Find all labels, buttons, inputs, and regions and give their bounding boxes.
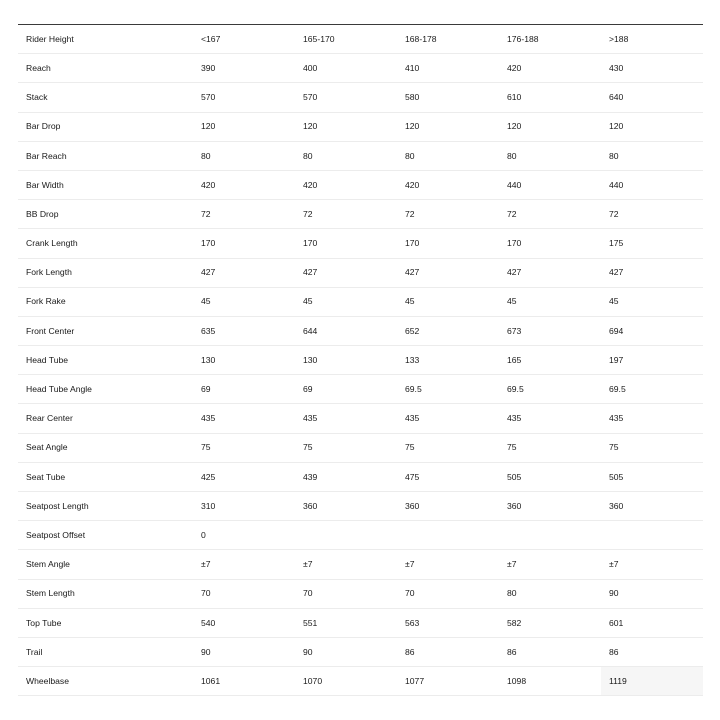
table-cell: 1119 [601, 667, 703, 696]
table-cell: >188 [601, 25, 703, 54]
table-cell: 69 [295, 375, 397, 404]
table-cell: 69.5 [601, 375, 703, 404]
table-cell: 563 [397, 608, 499, 637]
table-cell [601, 521, 703, 550]
table-cell: 420 [295, 170, 397, 199]
table-row [18, 521, 703, 550]
table-cell: 165-170 [295, 25, 397, 54]
table-cell: 175 [601, 229, 703, 258]
table-cell: 72 [397, 200, 499, 229]
table-cell: 197 [601, 346, 703, 375]
table-row [18, 141, 703, 170]
row-label: Fork Rake [18, 287, 193, 316]
table-cell: 635 [193, 316, 295, 345]
table-row [18, 404, 703, 433]
table-cell: 435 [295, 404, 397, 433]
table-cell: 170 [193, 229, 295, 258]
table-cell: 45 [499, 287, 601, 316]
table-cell: 610 [499, 83, 601, 112]
table-cell: 170 [397, 229, 499, 258]
table-row [18, 608, 703, 637]
table-cell: 80 [499, 141, 601, 170]
table-row [18, 83, 703, 112]
table-cell: 130 [193, 346, 295, 375]
table-cell: 570 [295, 83, 397, 112]
table-cell: 505 [601, 462, 703, 491]
table-cell: 694 [601, 316, 703, 345]
row-label: Front Center [18, 316, 193, 345]
table-cell: 427 [193, 258, 295, 287]
table-cell: 165 [499, 346, 601, 375]
table-row [18, 25, 703, 54]
table-row [18, 287, 703, 316]
table-cell: 430 [601, 54, 703, 83]
table-cell: 475 [397, 462, 499, 491]
table-cell: 72 [601, 200, 703, 229]
table-cell: 360 [601, 492, 703, 521]
table-row [18, 346, 703, 375]
table-cell: 120 [295, 112, 397, 141]
table-cell: 72 [499, 200, 601, 229]
table-cell: 1070 [295, 667, 397, 696]
table-cell: 75 [193, 433, 295, 462]
table-cell: 640 [601, 83, 703, 112]
table-cell: 90 [193, 637, 295, 666]
table-cell: 130 [295, 346, 397, 375]
table-cell: 435 [193, 404, 295, 433]
table-cell: 80 [499, 579, 601, 608]
table-cell: 170 [295, 229, 397, 258]
table-row [18, 550, 703, 579]
table-cell: 69.5 [499, 375, 601, 404]
table-cell: 435 [499, 404, 601, 433]
row-label: BB Drop [18, 200, 193, 229]
row-label: Bar Reach [18, 141, 193, 170]
row-label: Bar Width [18, 170, 193, 199]
row-label: Wheelbase [18, 667, 193, 696]
table-cell: ±7 [397, 550, 499, 579]
table-cell: 75 [397, 433, 499, 462]
table-cell: 427 [499, 258, 601, 287]
geometry-table-container [18, 24, 702, 696]
table-cell: 120 [397, 112, 499, 141]
table-cell: 69.5 [397, 375, 499, 404]
table-cell: ±7 [499, 550, 601, 579]
table-cell: 75 [295, 433, 397, 462]
table-cell: 420 [193, 170, 295, 199]
table-cell: 601 [601, 608, 703, 637]
table-cell: 86 [499, 637, 601, 666]
geometry-table [18, 24, 703, 696]
table-cell: 505 [499, 462, 601, 491]
row-label: Seatpost Offset [18, 521, 193, 550]
table-cell: 75 [601, 433, 703, 462]
table-cell: 170 [499, 229, 601, 258]
table-cell: 45 [397, 287, 499, 316]
table-cell: 45 [193, 287, 295, 316]
row-label: Stack [18, 83, 193, 112]
table-cell [499, 521, 601, 550]
table-row [18, 112, 703, 141]
row-label: Fork Length [18, 258, 193, 287]
table-cell: 420 [397, 170, 499, 199]
table-cell: 420 [499, 54, 601, 83]
table-row [18, 200, 703, 229]
table-cell: 72 [295, 200, 397, 229]
table-cell: 70 [295, 579, 397, 608]
table-cell: 580 [397, 83, 499, 112]
table-cell: 570 [193, 83, 295, 112]
table-row [18, 258, 703, 287]
table-cell: 45 [295, 287, 397, 316]
table-cell: 439 [295, 462, 397, 491]
table-row [18, 54, 703, 83]
row-label: Top Tube [18, 608, 193, 637]
table-cell: 80 [397, 141, 499, 170]
table-cell: 120 [499, 112, 601, 141]
table-cell: <167 [193, 25, 295, 54]
table-cell: 86 [601, 637, 703, 666]
row-label: Bar Drop [18, 112, 193, 141]
row-label: Rear Center [18, 404, 193, 433]
table-cell: ±7 [295, 550, 397, 579]
table-row [18, 667, 703, 696]
table-row [18, 492, 703, 521]
row-label: Seatpost Length [18, 492, 193, 521]
table-cell: 644 [295, 316, 397, 345]
table-cell: 80 [193, 141, 295, 170]
row-label: Seat Tube [18, 462, 193, 491]
row-label: Rider Height [18, 25, 193, 54]
table-cell: 390 [193, 54, 295, 83]
row-label: Seat Angle [18, 433, 193, 462]
table-cell: 427 [601, 258, 703, 287]
geometry-table-body [18, 25, 703, 696]
row-label: Head Tube [18, 346, 193, 375]
table-row [18, 462, 703, 491]
table-cell: ±7 [193, 550, 295, 579]
table-cell: ±7 [601, 550, 703, 579]
table-row [18, 433, 703, 462]
table-cell: 1098 [499, 667, 601, 696]
table-cell: 0 [193, 521, 295, 550]
table-cell: 1077 [397, 667, 499, 696]
table-row [18, 637, 703, 666]
table-cell: 360 [499, 492, 601, 521]
table-cell: 168-178 [397, 25, 499, 54]
table-cell: 425 [193, 462, 295, 491]
table-cell: 90 [601, 579, 703, 608]
table-cell: 80 [601, 141, 703, 170]
table-cell: 435 [397, 404, 499, 433]
table-cell: 86 [397, 637, 499, 666]
table-cell: 540 [193, 608, 295, 637]
table-cell: 427 [397, 258, 499, 287]
table-cell: 435 [601, 404, 703, 433]
table-cell: 75 [499, 433, 601, 462]
table-cell: 440 [499, 170, 601, 199]
table-cell: 310 [193, 492, 295, 521]
row-label: Stem Angle [18, 550, 193, 579]
table-cell: 72 [193, 200, 295, 229]
table-row [18, 375, 703, 404]
table-cell: 45 [601, 287, 703, 316]
table-cell: 70 [397, 579, 499, 608]
table-cell: 1061 [193, 667, 295, 696]
table-cell [295, 521, 397, 550]
row-label: Trail [18, 637, 193, 666]
table-row [18, 229, 703, 258]
table-row [18, 579, 703, 608]
table-cell: 673 [499, 316, 601, 345]
table-cell: 652 [397, 316, 499, 345]
row-label: Stem Length [18, 579, 193, 608]
table-cell: 70 [193, 579, 295, 608]
table-cell: 90 [295, 637, 397, 666]
table-cell: 133 [397, 346, 499, 375]
table-cell: 551 [295, 608, 397, 637]
table-cell: 582 [499, 608, 601, 637]
table-cell: 120 [601, 112, 703, 141]
row-label: Reach [18, 54, 193, 83]
table-cell: 440 [601, 170, 703, 199]
table-cell: 360 [295, 492, 397, 521]
table-cell: 69 [193, 375, 295, 404]
table-cell: 410 [397, 54, 499, 83]
table-row [18, 316, 703, 345]
table-cell: 427 [295, 258, 397, 287]
row-label: Crank Length [18, 229, 193, 258]
table-cell: 176-188 [499, 25, 601, 54]
table-cell: 400 [295, 54, 397, 83]
table-cell [397, 521, 499, 550]
table-cell: 120 [193, 112, 295, 141]
row-label: Head Tube Angle [18, 375, 193, 404]
table-cell: 80 [295, 141, 397, 170]
table-row [18, 170, 703, 199]
table-cell: 360 [397, 492, 499, 521]
